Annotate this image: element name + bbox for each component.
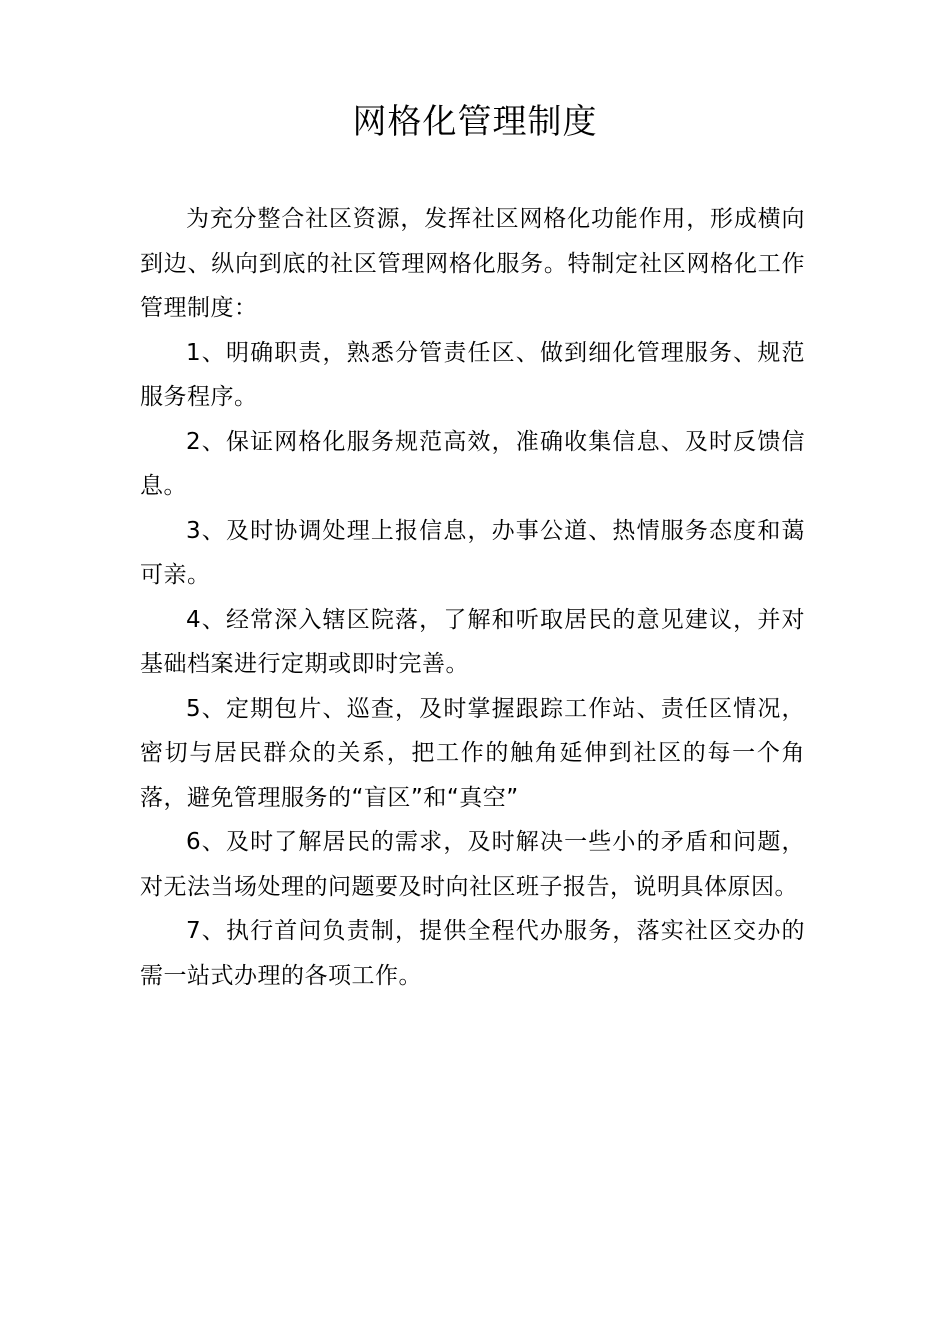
document-body xyxy=(140,197,805,998)
document-title: 网格化管理制度 xyxy=(352,102,598,142)
rule-item-4: 4、经常深入辖区院落，了解和听取居民的意见建议，并对基础档案进行定期或即时完善。 xyxy=(140,606,805,677)
rule-item-3: 3、及时协调处理上报信息，办事公道、热情服务态度和蔼可亲。 xyxy=(140,517,805,588)
rule-item-5: 5、定期包片、巡查，及时掌握跟踪工作站、责任区情况，密切与居民群众的关系，把工作的触角延伸到社区的每一个角落，避免管理服务的“盲区”和“真空” xyxy=(140,695,805,811)
intro-paragraph: 为充分整合社区资源，发挥社区网格化功能作用，形成横向到边、纵向到底的社区管理网格化服务。特制定社区网格化工作管理制度： xyxy=(140,206,805,321)
rule-item-7: 7、执行首问负责制，提供全程代办服务，落实社区交办的需一站式办理的各项工作。 xyxy=(140,918,805,989)
rule-item-2: 2、保证网格化服务规范高效，准确收集信息、及时反馈信息。 xyxy=(140,428,805,499)
rule-item-1: 1、明确职责，熟悉分管责任区、做到细化管理服务、规范服务程序。 xyxy=(140,339,805,410)
rule-item-6: 6、及时了解居民的需求，及时解决一些小的矛盾和问题，对无法当场处理的问题要及时向社区班子报告，说明具体原因。 xyxy=(140,829,805,900)
